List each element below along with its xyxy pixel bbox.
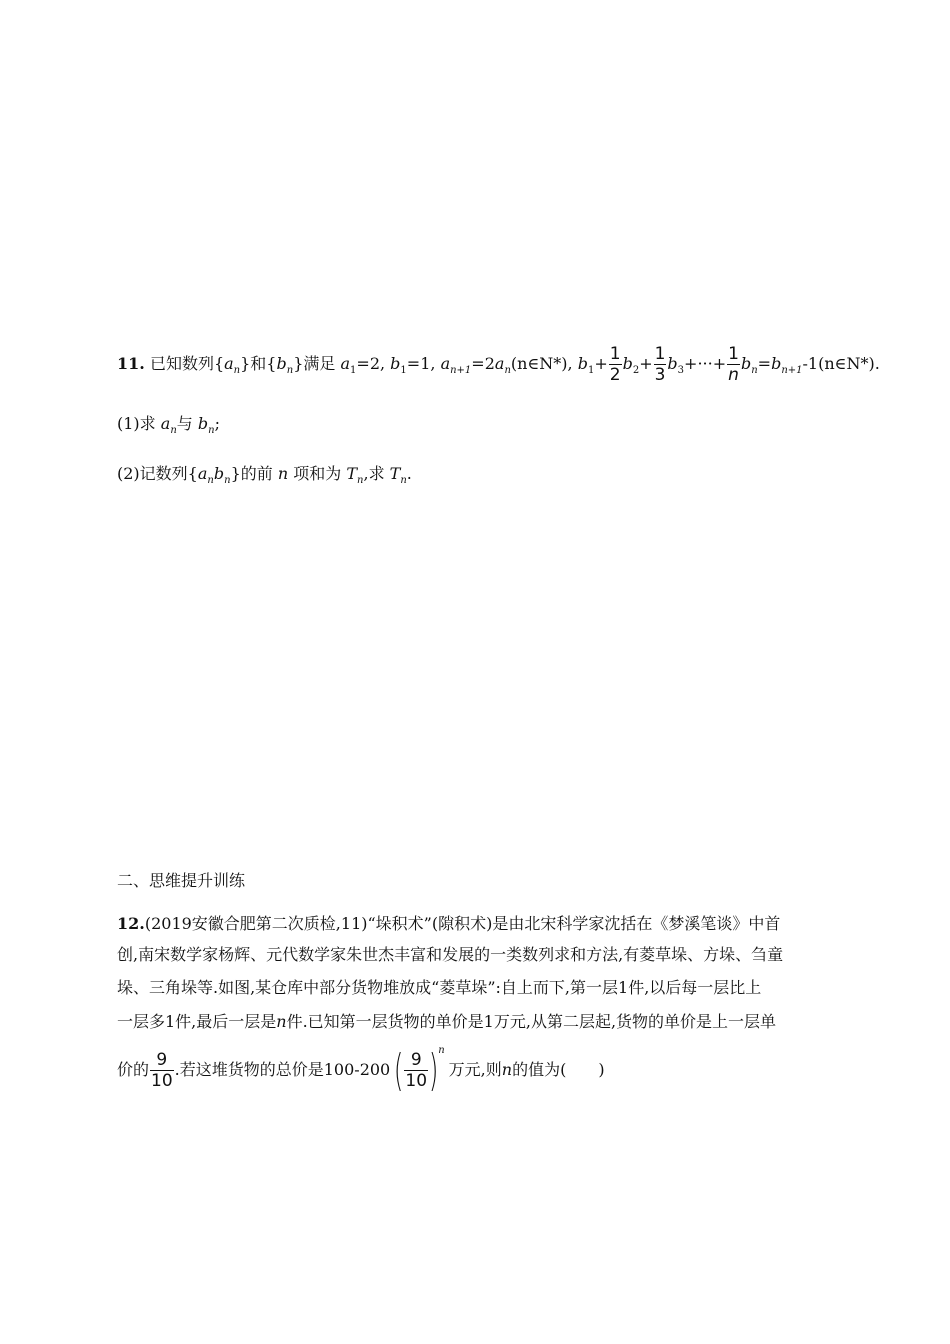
math-sub: 1	[350, 365, 357, 377]
fraction-numerator: 1	[654, 344, 666, 364]
math-op: =	[757, 354, 772, 373]
math-sub: n	[233, 365, 241, 377]
math-sub: 2	[632, 365, 640, 377]
math-var: a	[494, 354, 505, 373]
q11-part-1	[117, 414, 220, 437]
fraction-nine-tenths-power	[404, 1050, 428, 1091]
math-text: -1	[802, 354, 819, 373]
math-var: T	[389, 464, 401, 483]
math-sub: n	[286, 365, 294, 377]
math-sub: n	[170, 425, 177, 437]
q12-text: 垛、三角垛等.如图,某仓库中部分货物堆放成“菱草垛”:自上而下,第一层1件,以后每一层比上	[117, 978, 762, 997]
fraction-one-over-n	[727, 344, 740, 385]
part-text: ,求	[363, 464, 385, 483]
q11-part-2	[117, 464, 412, 487]
math-op: +	[594, 354, 608, 373]
math-var: a	[340, 354, 351, 373]
fraction-denominator: n	[728, 365, 739, 385]
math-sub: n+1	[450, 365, 472, 377]
math-op: +···+	[684, 354, 727, 373]
math-text: =2,	[356, 354, 386, 373]
math-sub: n	[504, 365, 511, 377]
math-text: (n∈N*),	[510, 354, 573, 373]
q12-text: .若这堆货物的总价是100-200	[174, 1060, 391, 1079]
math-var: T	[346, 464, 358, 483]
math-var: b	[667, 354, 678, 373]
part-text: }的前	[230, 464, 273, 483]
math-var: a	[224, 354, 234, 373]
math-sub: 1	[400, 365, 407, 377]
q11-text: }和{	[240, 354, 277, 373]
math-var: b	[771, 354, 782, 373]
math-var: a	[197, 464, 208, 483]
fraction-numerator: 1	[728, 344, 739, 364]
q12-line-2	[117, 945, 832, 965]
q12-text: 创,南宋数学家杨辉、元代数学家朱世杰丰富和发展的一类数列求和方法,有菱草垛、方垛、刍童	[117, 945, 784, 964]
math-var: b	[740, 354, 752, 373]
part-text: ;	[214, 414, 220, 433]
part-label: (2)记数列{	[117, 464, 198, 483]
math-var: b	[197, 414, 209, 433]
fraction-nine-tenths	[150, 1050, 174, 1091]
math-text: (n∈N*).	[818, 354, 880, 373]
q11-text: }满足	[293, 354, 336, 373]
right-paren: )	[428, 1044, 439, 1096]
math-var: b	[213, 464, 225, 483]
q12-text: 价的	[117, 1060, 150, 1079]
math-sub: n	[357, 475, 364, 487]
math-var: n	[277, 464, 289, 483]
math-exponent: n	[438, 1044, 445, 1056]
part-text: .	[406, 464, 412, 483]
math-var: n	[276, 1012, 287, 1031]
q11-statement	[117, 344, 880, 385]
math-var: a	[440, 354, 451, 373]
math-sub: n+1	[781, 365, 803, 377]
math-sub: 3	[677, 365, 685, 377]
math-sub: 1	[587, 365, 595, 377]
left-paren: (	[394, 1044, 404, 1096]
math-text: =2	[471, 354, 495, 373]
q12-text: 件.已知第一层货物的单价是1万元,从第二层起,货物的单价是上一层单	[286, 1012, 777, 1031]
q12-line-3	[117, 978, 832, 998]
q11-text: 已知数列{	[149, 354, 225, 373]
part-text: 项和为	[293, 464, 342, 483]
fraction-numerator: 9	[404, 1050, 428, 1071]
q12-number: 12.	[117, 914, 145, 933]
math-var: b	[390, 354, 401, 373]
math-var: n	[501, 1060, 513, 1079]
fraction-numerator: 9	[150, 1050, 174, 1071]
q12-text: 一层多1件,最后一层是	[117, 1012, 277, 1031]
part-label: (1)求	[117, 414, 156, 433]
q12-text: 的值为( )	[512, 1060, 605, 1079]
q11-number: 11.	[117, 354, 145, 373]
math-sub: n	[207, 475, 214, 487]
fraction-numerator: 1	[609, 344, 621, 364]
q12-text: (2019安徽合肥第二次质检,11)“垛积术”(隙积术)是由北宋科学家沈括在《梦溪笔谈》中首	[144, 914, 781, 933]
fraction-denominator: 10	[405, 1071, 428, 1091]
q12-line-5	[117, 1046, 832, 1094]
math-text: =1,	[406, 354, 436, 373]
math-var: a	[160, 414, 171, 433]
math-var: b	[276, 354, 287, 373]
fraction-denominator: 10	[151, 1071, 173, 1091]
math-sub: n	[400, 475, 407, 487]
fraction-one-half	[609, 344, 622, 385]
q12-text: 万元,则	[448, 1060, 502, 1079]
q12-line-1	[117, 914, 832, 934]
section-title: 二、思维提升训练	[117, 871, 246, 890]
q12-line-4	[117, 1012, 832, 1032]
math-op: +	[639, 354, 653, 373]
math-var: b	[622, 354, 633, 373]
math-sub: n	[224, 475, 231, 487]
fraction-denominator: 3	[654, 365, 666, 385]
fraction-one-third	[654, 344, 667, 385]
part-text: 与	[176, 414, 193, 433]
math-var: b	[577, 354, 588, 373]
fraction-denominator: 2	[609, 365, 621, 385]
math-sub: n	[751, 365, 758, 377]
math-sub: n	[208, 425, 215, 437]
